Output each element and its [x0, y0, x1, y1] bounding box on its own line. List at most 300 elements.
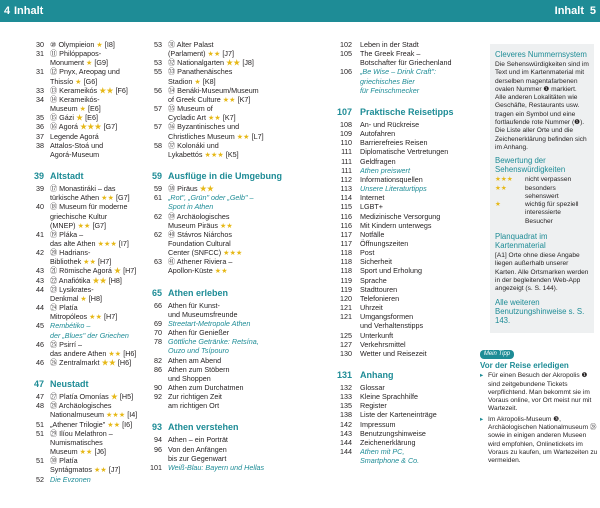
toc-entry[interactable] [148, 86, 288, 95]
legend-row [495, 209, 589, 226]
entry-text: ⑩ Olympieion [50, 40, 97, 49]
entry-title [168, 248, 288, 257]
entry-text: Medizinische Versorgung [360, 211, 441, 221]
entry-text: Liste der Karteneinträge [360, 410, 437, 420]
legend-label: wichtig für speziell [525, 201, 579, 209]
toc-entry[interactable] [336, 410, 476, 419]
entry-title [168, 67, 288, 76]
toc-entry[interactable] [30, 420, 150, 429]
toc-entry[interactable] [336, 303, 476, 312]
entry-text: Anhang [360, 370, 394, 380]
legend-row [495, 201, 589, 209]
toc-entry[interactable] [148, 257, 288, 266]
toc-section-heading[interactable] [148, 288, 288, 299]
legend-title: Bewertung der Sehenswürdigkeiten [495, 156, 566, 175]
toc-entry[interactable] [336, 266, 476, 275]
page-number: 61 [154, 193, 162, 203]
toc-entry[interactable] [30, 321, 150, 330]
entry-title [360, 447, 476, 456]
toc-entry[interactable] [148, 193, 288, 202]
page-number: 40 [36, 202, 44, 212]
toc-entry[interactable] [336, 331, 476, 340]
entry-text: ⑭ Kerameikós- [50, 94, 100, 104]
toc-entry[interactable] [148, 266, 288, 275]
entry-text: [K7] [235, 94, 251, 104]
toc-entry[interactable] [336, 212, 476, 221]
toc-entry[interactable] [336, 392, 476, 401]
toc-entry[interactable] [148, 67, 288, 76]
page-number: 144 [340, 437, 352, 447]
entry-text: Legende Agorá [50, 131, 99, 141]
entry-text: Leben in der Stadt [360, 40, 419, 49]
toc-entry[interactable] [30, 294, 150, 303]
page-number [336, 58, 360, 67]
entry-text: ㊴ Archäologisches [168, 211, 230, 221]
page-number: 41 [36, 229, 44, 239]
page-number: 135 [340, 401, 352, 411]
entry-title [168, 221, 288, 230]
entry-text: Attalos-Stoá und [50, 140, 104, 150]
toc-entry[interactable] [336, 429, 476, 438]
toc-entry[interactable] [30, 401, 150, 410]
entry-title [360, 331, 476, 340]
toc-entry[interactable] [336, 166, 476, 175]
toc-entry[interactable] [30, 475, 150, 484]
entry-text: Praktische Reisetipps [360, 106, 454, 117]
page-number: 47 [36, 392, 44, 402]
entry-text: ⑪ Philóppapos- [50, 49, 102, 59]
arrow-right-icon: ▸ [480, 372, 484, 380]
entry-text: Lykabettós [168, 149, 205, 159]
entry-title [50, 95, 150, 104]
toc-entry[interactable] [148, 150, 288, 159]
page-number [30, 257, 50, 266]
entry-title [360, 221, 476, 230]
toc-entry[interactable] [336, 157, 476, 166]
toc-entry[interactable] [30, 340, 150, 349]
entry-title [50, 312, 150, 321]
entry-title [360, 257, 476, 266]
toc-section-heading[interactable] [30, 171, 150, 182]
toc-entry[interactable] [30, 95, 150, 104]
toc-entry[interactable] [148, 401, 288, 410]
toc-entry[interactable] [148, 141, 288, 150]
toc-entry[interactable] [30, 410, 150, 419]
toc-entry[interactable] [336, 129, 476, 138]
entry-title [360, 420, 476, 429]
entry-title [360, 370, 476, 381]
toc-entry[interactable] [148, 365, 288, 374]
section-gap [30, 159, 150, 171]
toc-entry[interactable] [148, 445, 288, 454]
entry-text: Glossar [360, 383, 385, 392]
toc-entry[interactable] [148, 221, 288, 230]
star-icon: ★ [75, 113, 84, 123]
toc-entry[interactable] [148, 212, 288, 221]
star-icon: ★ [79, 104, 87, 114]
toc-entry[interactable] [336, 40, 476, 49]
toc-entry[interactable] [336, 230, 476, 239]
entry-text: ㉔ Platía [50, 303, 78, 313]
toc-entry[interactable] [336, 67, 476, 76]
entry-text: Internet [360, 193, 385, 203]
entry-text: ㊲ Kolonáki und [168, 140, 219, 150]
page-number: 31 [36, 49, 44, 59]
toc-entry[interactable] [336, 340, 476, 349]
entry-title [360, 340, 476, 349]
entry-text: für Feinschmecker [360, 85, 420, 95]
toc-entry[interactable] [30, 456, 150, 465]
toc-entry[interactable] [148, 454, 288, 463]
toc-section-heading[interactable] [30, 379, 150, 390]
page-number: 101 [150, 462, 162, 472]
toc-entry[interactable] [30, 392, 150, 401]
entry-title [50, 221, 150, 230]
entry-text: Thissío [50, 76, 76, 86]
toc-entry[interactable] [336, 312, 476, 321]
entry-text: Syntágmatos [50, 465, 94, 475]
toc-entry[interactable] [336, 77, 476, 86]
star-icon: ★★ [92, 275, 107, 285]
page-number [148, 221, 168, 230]
entry-text: Numismatisches [50, 437, 103, 447]
entry-text: ㉖ Zentralmarkt [50, 358, 102, 367]
entry-title [168, 310, 288, 319]
toc-entry[interactable] [30, 447, 150, 456]
entry-text: ㊶ Athener Riviera – [168, 257, 233, 267]
entry-text: Rembétiko – [50, 321, 91, 331]
toc-entry[interactable] [30, 132, 150, 141]
toc-entry[interactable] [336, 447, 476, 456]
page-number: 38 [36, 140, 44, 150]
page-number [336, 456, 360, 465]
entry-title [50, 321, 150, 330]
sidebar-text: Die Sehenswürdigkeiten sind im Text und im Kartenmaterial mit derselben magentafarbenen ovalen Nummer ❶ markiert. Alle anderen Lokalitäten wie Geschäfte, Restaurants usw. tragen ein Symbol und eine fortlaufende rote Nummer (❶). Die Liste aller Orte und die Zeichenerklärung befinden sich im Anhang. [495, 61, 589, 151]
toc-entry[interactable] [148, 435, 288, 444]
page-number [30, 239, 50, 248]
toc-entry[interactable] [336, 248, 476, 257]
entry-text: [H7] [102, 312, 118, 322]
section-gap [30, 367, 150, 379]
toc-entry[interactable] [30, 276, 150, 285]
entry-text: [I4] [125, 410, 138, 420]
entry-title [168, 383, 288, 392]
star-icon: ★★ [79, 447, 93, 457]
page-number: 116 [340, 220, 352, 230]
tip-bullet [480, 416, 598, 466]
toc-entry[interactable] [30, 67, 150, 76]
entry-title [168, 104, 288, 113]
entry-text: ㉘ Archäologisches [50, 401, 112, 411]
star-icon: ★ [85, 58, 93, 68]
toc-entry[interactable] [30, 285, 150, 294]
entry-title [50, 239, 150, 248]
toc-entry[interactable] [30, 266, 150, 275]
toc-entry[interactable] [30, 358, 150, 367]
toc-entry[interactable] [148, 132, 288, 141]
toc-entry[interactable] [30, 465, 150, 474]
toc-entry[interactable] [336, 401, 476, 410]
entry-text: [J8] [240, 58, 254, 68]
page-number: 36 [36, 122, 44, 132]
entry-text: [G7] [90, 220, 107, 230]
page-number: 43 [36, 275, 44, 285]
star-icon: ★ [113, 266, 122, 276]
toc-entry[interactable] [148, 49, 288, 58]
toc-entry[interactable] [336, 456, 476, 465]
page-number: 111 [341, 165, 352, 175]
page-number: 117 [340, 238, 352, 248]
page-number: 113 [340, 184, 352, 194]
star-icon: ★ [495, 201, 501, 209]
entry-title [50, 202, 150, 211]
page-number [148, 113, 168, 122]
toc-entry[interactable] [148, 113, 288, 122]
toc-entry[interactable] [30, 429, 150, 438]
toc-entry[interactable] [30, 150, 150, 159]
entry-title [168, 212, 288, 221]
toc-entry[interactable] [30, 312, 150, 321]
entry-title [360, 107, 476, 118]
entry-title [168, 150, 288, 159]
toc-entry[interactable] [30, 212, 150, 221]
toc-entry[interactable] [148, 346, 288, 355]
toc-entry[interactable] [336, 202, 476, 211]
entry-text: Athen zum Stöbern [168, 364, 230, 374]
section-gap [148, 410, 288, 422]
entry-title [50, 58, 150, 67]
star-icon: ★ [80, 293, 87, 303]
toc-entry[interactable] [30, 122, 150, 131]
toc-section-heading[interactable] [336, 107, 476, 118]
toc-section-heading[interactable] [148, 171, 288, 182]
toc-entry[interactable] [30, 193, 150, 202]
page-number: 111 [341, 147, 352, 157]
page-number: 63 [154, 257, 162, 267]
toc-entry[interactable] [30, 141, 150, 150]
entry-text: Zur richtigen Zeit [168, 392, 222, 402]
entry-title [360, 147, 476, 156]
toc-entry[interactable] [148, 248, 288, 257]
toc-entry[interactable] [148, 184, 288, 193]
toc-entry[interactable] [148, 463, 288, 472]
entry-text: Athen für Genießer [168, 328, 230, 338]
toc-entry[interactable] [30, 438, 150, 447]
toc-entry[interactable] [148, 337, 288, 346]
toc-entry[interactable] [148, 383, 288, 392]
toc-entry[interactable] [336, 49, 476, 58]
toc-section-heading[interactable] [336, 370, 476, 381]
toc-entry[interactable] [336, 438, 476, 447]
toc-entry[interactable] [30, 40, 150, 49]
tip-bullet-text: Für einen Besuch der Akropolis ❶ sind zeitgebundene Tickets verpflichtend. Man bekommt sie im Voraus online, vor Ort meist nur mit Wartezeit. [488, 372, 592, 413]
page-number: 90 [154, 383, 162, 392]
toc-entry[interactable] [148, 328, 288, 337]
toc-entry[interactable] [148, 392, 288, 401]
page-number [148, 49, 168, 58]
toc-entry[interactable] [336, 147, 476, 156]
toc-entry[interactable] [30, 230, 150, 239]
entry-text: The Greek Freak – [360, 49, 421, 59]
section-gap [148, 159, 288, 171]
toc-entry[interactable] [336, 120, 476, 129]
toc-entry[interactable] [30, 349, 150, 358]
toc-entry[interactable] [336, 294, 476, 303]
toc-entry[interactable] [30, 257, 150, 266]
entry-text: und Shoppen [168, 373, 211, 383]
entry-text: Foundation Cultural [168, 238, 231, 248]
toc-entry[interactable] [148, 202, 288, 211]
toc-entry[interactable] [30, 202, 150, 211]
entry-title [360, 248, 476, 257]
entry-text: Museum [50, 447, 80, 457]
tip-title: Vor der Reise erledigen [480, 361, 569, 370]
toc-entry[interactable] [30, 303, 150, 312]
toc-entry[interactable] [148, 230, 288, 239]
toc-entry[interactable] [148, 95, 288, 104]
toc-entry[interactable] [336, 383, 476, 392]
toc-entry[interactable] [148, 319, 288, 328]
toc-entry[interactable] [30, 49, 150, 58]
toc-entry[interactable] [336, 58, 476, 67]
entry-text: [G6] [81, 76, 98, 86]
toc-section-heading[interactable] [148, 422, 288, 433]
toc-entry[interactable] [148, 122, 288, 131]
toc-entry[interactable] [148, 374, 288, 383]
entry-text: [E6] [86, 104, 101, 114]
entry-text: [H8] [106, 275, 122, 285]
toc-entry[interactable] [336, 175, 476, 184]
toc-entry[interactable] [336, 257, 476, 266]
page-number [148, 202, 168, 211]
page-number: 46 [36, 339, 44, 349]
entry-title [50, 257, 150, 266]
star-icon: ★★★ [79, 122, 102, 132]
entry-title [50, 212, 150, 221]
entry-title [360, 312, 476, 321]
entry-title [50, 447, 150, 456]
toc-entry[interactable] [336, 349, 476, 358]
page-number: 115 [340, 202, 352, 212]
entry-text: Smartphone & Co. [360, 456, 420, 466]
page-number [30, 294, 50, 303]
entry-title [360, 392, 476, 401]
entry-title [360, 40, 476, 49]
entry-text: [G9] [92, 58, 109, 68]
entry-text: Sport in Athen [168, 202, 214, 212]
toc-entry[interactable] [30, 221, 150, 230]
entry-title [168, 257, 288, 266]
page-number: 34 [36, 94, 44, 104]
entry-text: [H6] [115, 358, 132, 367]
toc-entry[interactable] [336, 285, 476, 294]
toc-entry[interactable] [30, 331, 150, 340]
page-number: 118 [340, 248, 352, 258]
toc-entry[interactable] [336, 239, 476, 248]
entry-title [50, 401, 150, 410]
entry-title [168, 392, 288, 401]
toc-entry[interactable] [30, 113, 150, 122]
entry-title [50, 276, 150, 285]
toc-entry[interactable] [30, 248, 150, 257]
entry-text: Göttliche Getränke: Retsína, [168, 337, 259, 347]
toc-entry[interactable] [148, 356, 288, 365]
entry-title [360, 202, 476, 211]
entry-text: Umgangsformen [360, 312, 414, 322]
page-number [148, 150, 168, 159]
toc-entry[interactable] [148, 40, 288, 49]
entry-title [168, 95, 288, 104]
toc-entry[interactable] [336, 321, 476, 330]
star-icon: ★★ [99, 85, 114, 95]
entry-text: Notfälle [360, 229, 385, 239]
left-page-title: Inhalt [14, 5, 44, 17]
legend-row [495, 176, 589, 184]
toc-entry[interactable] [336, 276, 476, 285]
entry-text: Athen preiswert [360, 165, 410, 175]
page-number [30, 349, 50, 358]
entry-text: ㉕ Psirrí – [50, 339, 82, 349]
sidebar-title: Cleveres Nummernsystem [495, 50, 587, 59]
entry-text: und Verhaltenstipps [360, 321, 424, 331]
entry-title [360, 166, 476, 175]
toc-entry[interactable] [336, 86, 476, 95]
page-number [148, 374, 168, 383]
toc-entry[interactable] [148, 104, 288, 113]
page-number: 108 [340, 119, 352, 129]
toc-entry[interactable] [336, 420, 476, 429]
page-number: 109 [340, 129, 352, 139]
entry-title [168, 337, 288, 346]
entry-title [360, 175, 476, 184]
toc-entry[interactable] [30, 239, 150, 248]
toc-entry[interactable] [30, 184, 150, 193]
page-number [30, 77, 50, 86]
toc-entry[interactable] [148, 310, 288, 319]
toc-entry[interactable] [148, 239, 288, 248]
page-number: 42 [36, 248, 44, 258]
entry-text: Athen verstehen [168, 422, 239, 433]
page-number [148, 239, 168, 248]
tip-bullet [480, 372, 598, 413]
entry-title [50, 438, 150, 447]
toc-entry[interactable] [30, 77, 150, 86]
toc-entry[interactable] [336, 138, 476, 147]
toc-entry[interactable] [148, 77, 288, 86]
entry-text: ㉟ Museum of [168, 104, 213, 114]
toc-entry[interactable] [336, 221, 476, 230]
entry-title [168, 374, 288, 383]
entry-text: türkische Athen [50, 193, 102, 203]
toc-entry[interactable] [30, 58, 150, 67]
entry-title [50, 86, 150, 95]
entry-text: Geldfragen [360, 156, 396, 166]
plan-title: Planquadrat im Kartenmaterial [495, 232, 548, 251]
entry-title [168, 422, 288, 433]
toc-entry[interactable] [148, 301, 288, 310]
entry-text: [H7] [96, 257, 112, 267]
toc-entry[interactable] [148, 58, 288, 67]
star-icon: ★★ [83, 257, 97, 267]
toc-entry[interactable] [336, 193, 476, 202]
toc-entry[interactable] [30, 86, 150, 95]
page-number: 86 [154, 364, 162, 374]
entry-text: [I6] [120, 419, 133, 429]
toc-entry[interactable] [336, 184, 476, 193]
star-icon: ★★★ [223, 248, 243, 258]
legend-key-empty [495, 209, 525, 226]
toc-entry[interactable] [30, 104, 150, 113]
